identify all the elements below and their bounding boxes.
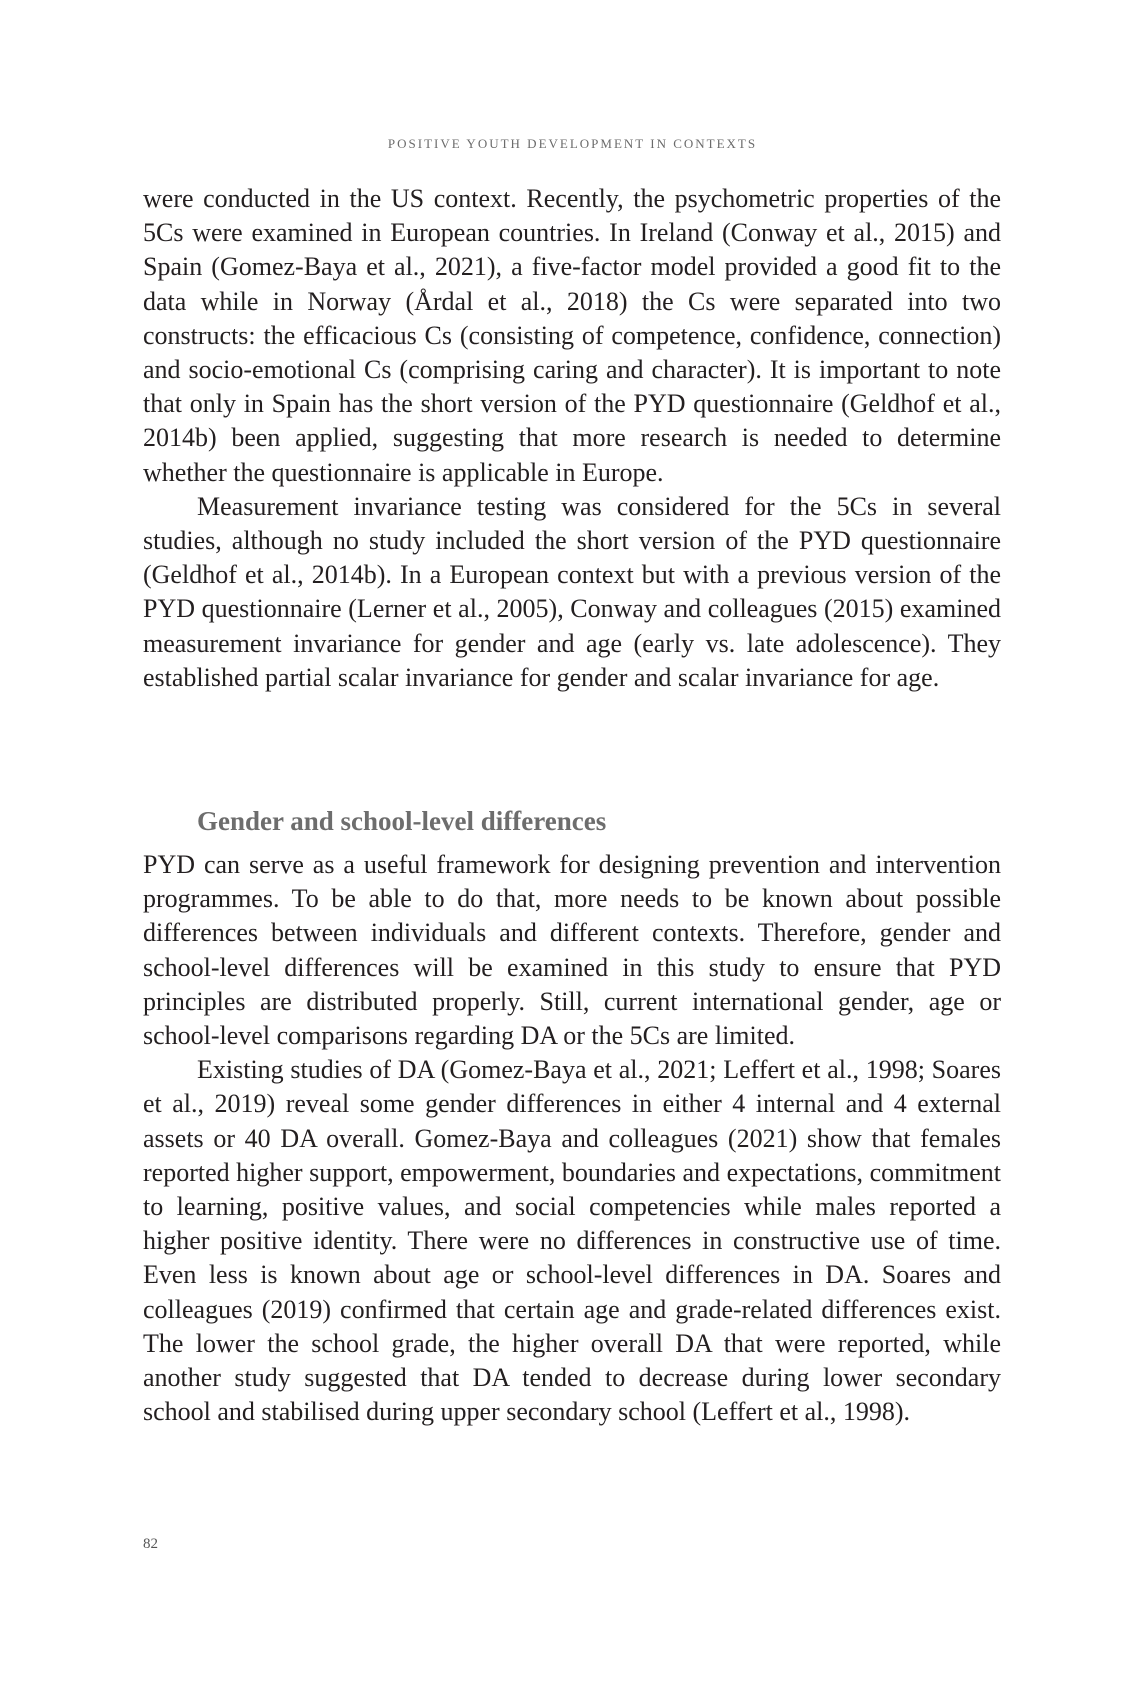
paragraph-pyd-framework: PYD can serve as a useful framework for designing prevention and intervention programmes. To be able to do that, more needs to be known about possible differences between individuals and different contexts. Therefore, gender and school-level differences will be examined in this study to ensure that PYD principles are distributed properly. Still, current international gender, age or school-level comparisons regarding DA or the 5Cs are limited.	[143, 850, 1001, 1051]
section-heading: Gender and school-level differences	[197, 806, 607, 836]
paragraph-measurement-invariance: Measurement invariance testing was considered for the 5Cs in several studies, although no study included the short version of the PYD questionnaire (Geldhof et al., 2014b). In a European context but with a previous version of the PYD questionnaire (Lerner et al., 2005), Conway and colleagues (2015) examined measurement invariance for gender and age (early vs. late adolescence). They established partial scalar invariance for gender and scalar invariance for age.	[143, 491, 1001, 692]
paragraph-continued: were conducted in the US context. Recently, the psychometric properties of the 5Cs were examined in European countries. In Ireland (Conway et al., 2015) and Spain (Gomez-Baya et al., 2021), a five-factor model provided a good fit to the data while in Norway (Årdal et al., 2018) the Cs were separated into two constructs: the efficacious Cs (consisting of competence, confidence, connection) and socio-emotional Cs (comprising caring and character). It is important to note that only in Spain has the short version of the PYD questionnaire (Geldhof et al., 2014b) been applied, suggesting that more research is needed to determine whether the questionnaire is applicable in Europe.	[143, 184, 1001, 487]
body-text-section	[143, 848, 1001, 1429]
body-text-top	[143, 182, 1001, 695]
page-number: 82	[143, 1536, 158, 1552]
running-head: POSITIVE YOUTH DEVELOPMENT IN CONTEXTS	[387, 136, 758, 151]
paragraph-existing-studies: Existing studies of DA (Gomez-Baya et al., 2021; Leffert et al., 1998; Soares et al., 2019) reveal some gender differences in either 4 internal and 4 external assets or 40 DA overall. Gomez-Baya and colleagues (2021) show that females reported higher support, empowerment, boundaries and expectations, commitment to learning, positive values, and social competencies while males reported a higher positive identity. There were no differences in constructive use of time. Even less is known about age or school-level differences in DA. Soares and colleagues (2019) confirmed that certain age and grade-related differences exist. The lower the school grade, the higher overall DA that were reported, while another study suggested that DA tended to decrease during lower secondary school and stabilised during upper secondary school (Leffert et al., 1998).	[143, 1055, 1001, 1427]
